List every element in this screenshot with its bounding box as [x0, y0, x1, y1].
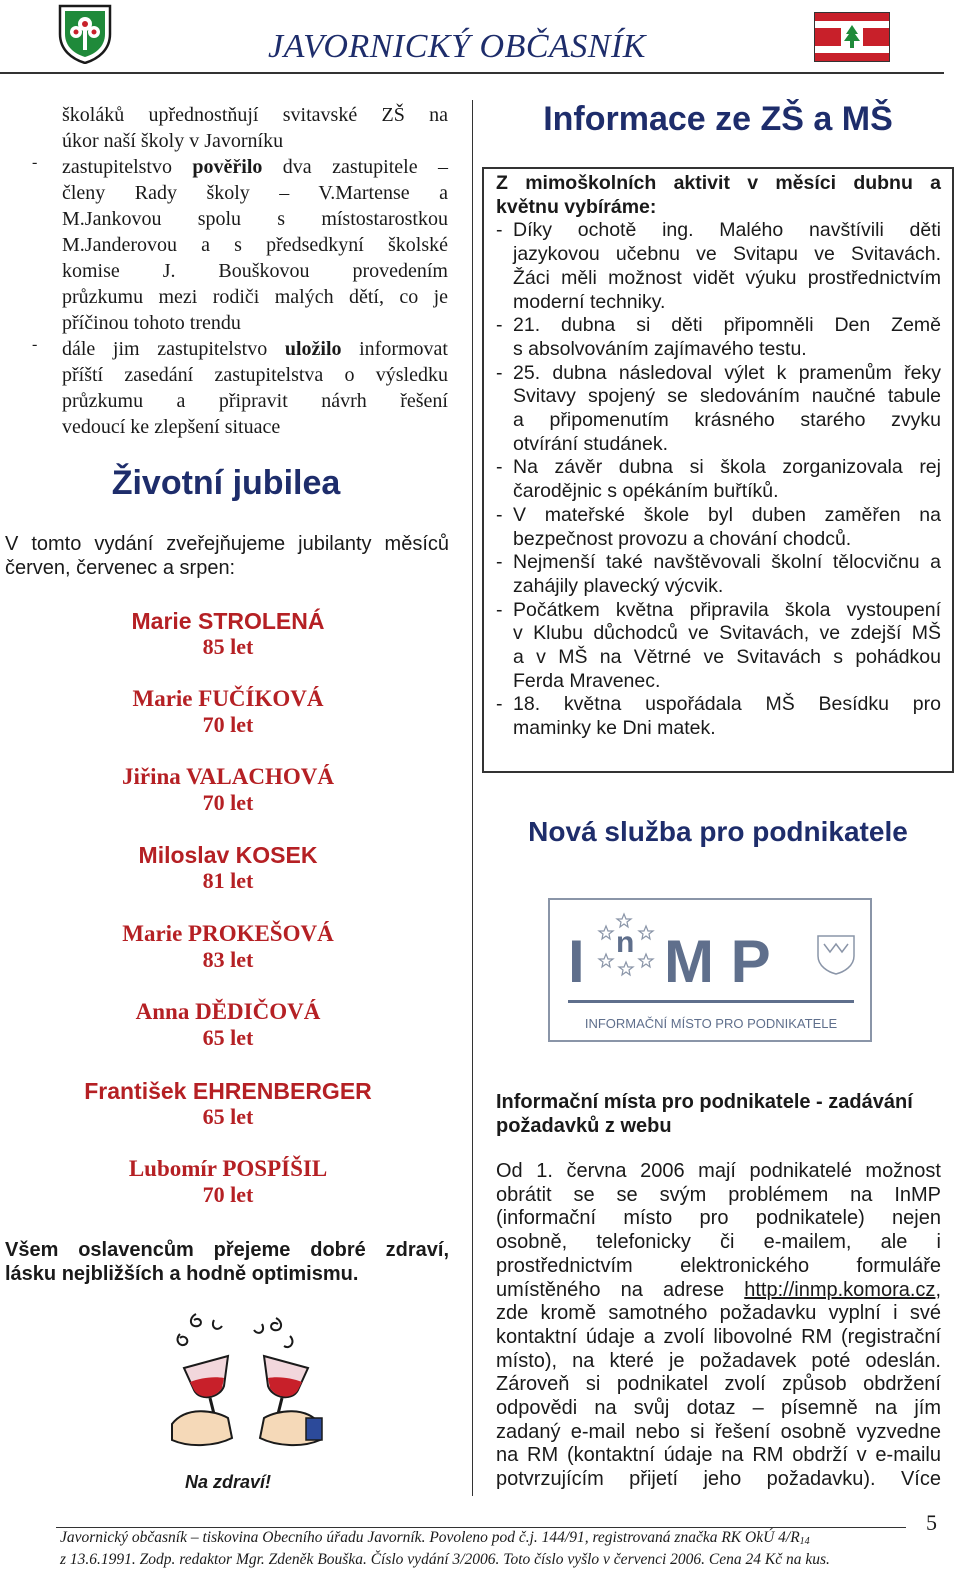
- article-line: komise J. Bouškovou provedením: [62, 260, 448, 282]
- list-item: - V mateřské škole byl duben zaměřen na bezpečnost provozu a chování chodců.: [496, 503, 941, 550]
- inmp-article: Od 1. června 2006 mají podnikatelé možnost obrátit se se svým problémem na InMP (informační místo pro podnikatele) nejen osobně, telefonicky či e-mailem, ale i prostřednictvím elektronického formuláře umístěného na adrese http://inmp.komora.cz, zde kromě samotného požadavku vyplní i své kontaktní údaje a zvolí libovolné RM (registrační místo), na které je požadavek poté odeslán. Zároveň si podnikatel zvolí způsob obdržení odpovědi na svůj dotaz – písemně na jím zadaný e-mail nebo si řešení osobně vyzvedne na RM (kontaktní údaje na RM obdrží v e-mailu potvrzujícím přijetí jeho požadavku). Více: [496, 1160, 941, 1491]
- list-item: - Nejmenší také navštěvovali školní tělocvičnu a zahájily plavecký výcvik.: [496, 551, 941, 597]
- jubilant-entry: [0, 1078, 456, 1130]
- council-article: [32, 102, 448, 440]
- list-item: - 21. dubna si děti připomněli Den Země s absolvováním zajímavého testu.: [496, 314, 941, 360]
- school-news-content: Z mimoškolních aktivit v měsíci dubnu a květnu vybíráme: - Díky ochotě ing. Malého navštívili děti jazykovou učebnu ve Svitapu ve Svitavách. Žáci měli možnost vidět výuku prostřednictvím moderní techniky. - 21. dubna si děti připomněli Den Země s absolvováním zajímavého testu. - 25. dubna následoval výlet k pramenům řeky Svitavy spojený se sledováním naučné tabule a připomenutím krásného starého zvyku otvírání studánek. - Na závěr dubna si škola zorganizovala rej čarodějnic s opékáním buřtíků. - V mateřské škole byl duben zaměřen na bezpečnost provozu a chování chodců. - Nejmenší také navštěvovali školní tělocvičnu a zahájily plavecký výcvik. - Počátkem května připravila škola vystoupení v Klubu důchodců ve Svitavách, ve zdejší MŠ a v MŠ na Větrné ve Svitavách s pohádkou Ferda Mravenec. - 18. května uspořádala MŠ Besídku pro maminky ke Dni matek.: [496, 172, 941, 740]
- list-item: [32, 336, 448, 440]
- article-line: průzkumu mezi rodiči malých dětí, co je: [62, 286, 448, 308]
- jubilee-heading: Životní jubilea: [111, 464, 341, 502]
- jubilant-name: Jiřina VALACHOVÁ: [122, 764, 334, 789]
- list-item: - 18. května uspořádala MŠ Besídku pro maminky ke Dni matek.: [496, 693, 941, 740]
- jubilant-entry: [0, 608, 456, 660]
- list-item: - Na závěr dubna si škola zorganizovala rej čarodějnic s opékáním buřtíků.: [496, 456, 941, 503]
- inmp-subheading: Informační místa pro podnikatele - zadávání požadavků z webu: [496, 1091, 913, 1137]
- article-line: zastupitelstvo pověřilo dva zastupitele –: [62, 156, 448, 178]
- article-line: příčinou tohoto trendu: [62, 312, 241, 334]
- list-item: [32, 154, 448, 336]
- jubilant-age: 81 let: [202, 868, 254, 893]
- logo-caption: INFORMAČNÍ MÍSTO PRO PODNIKATELE: [584, 1016, 838, 1031]
- jubilant-name: Marie PROKEŠOVÁ: [122, 921, 334, 946]
- jubilant-name: Lubomír POSPÍŠIL: [128, 1156, 328, 1181]
- list-item: - 25. dubna následoval výlet k pramenům řeky Svitavy spojený se sledováním naučné tabule a připomenutím krásného starého zvyku otvírání studánek.: [496, 361, 941, 455]
- list-item: - Díky ochotě ing. Malého navštívili děti jazykovou učebnu ve Svitapu ve Svitavách. Žáci měli možnost vidět výuku prostřednictvím moderní techniky.: [496, 219, 941, 313]
- inmp-website-link[interactable]: http://inmp.komora.cz: [744, 1278, 936, 1301]
- list-item: - Počátkem května připravila škola vystoupení v Klubu důchodců ve Svitavách, ve zdejší MŠ a v MŠ na Větrné ve Svitavách s pohádkou Ferda Mravenec.: [496, 598, 941, 692]
- jubilant-name: Marie STROLENÁ: [131, 608, 325, 634]
- article-line: úkor naší školy v Javorníku: [62, 130, 284, 152]
- article-line: dále jim zastupitelstvo uložilo informovat: [62, 338, 448, 360]
- jubilant-age: 83 let: [202, 947, 254, 972]
- illustration-caption: Na zdraví!: [184, 1472, 272, 1492]
- school-news-heading: Informace ze ZŠ a MŠ: [543, 100, 893, 138]
- jubilant-age: 70 let: [202, 712, 254, 737]
- column-divider: [472, 100, 473, 1496]
- footer-rule: [56, 1527, 906, 1528]
- jubilant-age: 85 let: [202, 634, 254, 659]
- jubilant-entry: [0, 1156, 456, 1208]
- list-dash: -: [32, 336, 38, 353]
- logo-letter-i: I: [568, 928, 585, 995]
- inmp-logo: [548, 898, 872, 1042]
- jubilant-entry: [0, 764, 456, 816]
- village-flag-logo: [814, 12, 890, 62]
- birthday-wish: Všem oslavencům přejeme dobré zdraví, lásku nejbližších a hodně optimismu.: [5, 1239, 449, 1285]
- jubilant-name: Miloslav KOSEK: [138, 842, 318, 868]
- list-dash: -: [32, 154, 38, 171]
- logo-emblem-icon: [818, 936, 854, 974]
- masthead-title: JAVORNICKÝ OBČASNÍK: [268, 28, 646, 65]
- article-line: M.Janderovou a s předsedkyní školské: [62, 234, 448, 256]
- jubilee-intro: V tomto vydání zveřejňujeme jubilanty měsíců červen, červenec a srpen:: [5, 533, 449, 579]
- business-service-heading: Nová služba pro podnikatele: [528, 816, 908, 847]
- article-line: příští zasedání zastupitelstva o výsledku: [62, 364, 448, 386]
- article-line: školáků upřednostňují svitavské ZŠ na: [62, 104, 448, 126]
- jubilant-name: Marie FUČÍKOVÁ: [132, 686, 324, 711]
- jubilant-entry: [0, 999, 456, 1051]
- jubilant-name: Anna DĚDIČOVÁ: [135, 999, 321, 1024]
- header-rule: [0, 72, 944, 74]
- imprint-footer: Javornický občasník – tiskovina Obecního úřadu Javorník. Povoleno pod č.j. 144/91, registrovaná značka RK OkÚ $4/R_{14}$ z 13.6.1991. Zodp. redaktor Mgr. Zdeněk Bouška. Číslo vydání 3/2006. Toto číslo vyšlo v červenci 2006. Cena 24 Kč na kus.: [60, 1529, 830, 1568]
- article-line-with-link: umístěného na adrese http://inmp.komora.cz,: [496, 1278, 941, 1301]
- article-line: členy Rady školy – V.Martense a: [62, 182, 448, 204]
- jubilant-age: 65 let: [202, 1104, 254, 1129]
- jubilant-age: 70 let: [202, 1182, 254, 1207]
- jubilant-age: 70 let: [202, 790, 254, 815]
- jubilant-entry: [0, 921, 456, 973]
- jubilant-name: František EHRENBERGER: [84, 1078, 372, 1104]
- jubilant-entry: [0, 686, 456, 738]
- toasting-glasses-illustration: [166, 1306, 326, 1466]
- article-line: M.Jankovou spolu s místostarostkou: [62, 208, 448, 230]
- jubilant-age: 65 let: [202, 1025, 254, 1050]
- article-line: vedoucí ke zlepšení situace: [62, 416, 281, 438]
- village-crest-logo: [56, 4, 114, 64]
- jubilant-entry: [0, 842, 456, 894]
- logo-letter-n: n: [616, 926, 635, 959]
- page-number: 5: [926, 1510, 937, 1535]
- article-line: průzkumu a připravit návrh řešení: [62, 390, 448, 412]
- logo-letters-mp: M P: [664, 928, 771, 995]
